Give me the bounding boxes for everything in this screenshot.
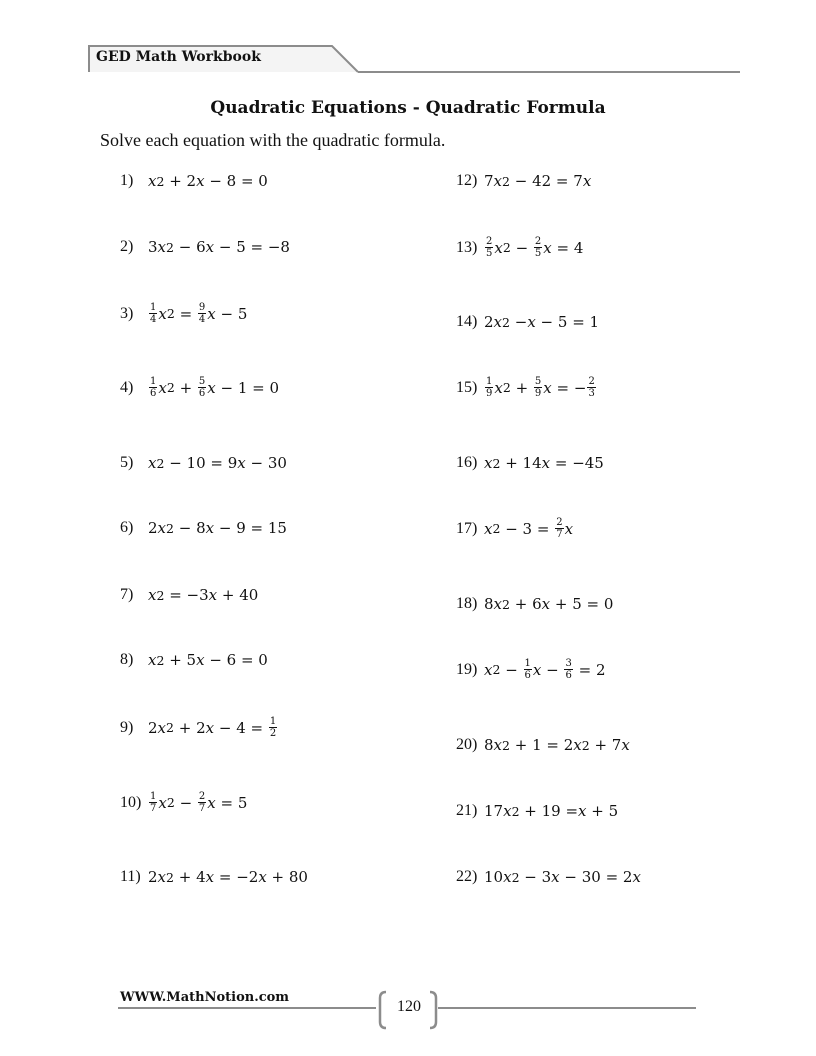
footer-divider-right [438, 1007, 696, 1009]
equation: 2 x 2 + 2 x − 4 = $\frac{1}{2}$ [148, 716, 277, 739]
problem-number: 11) [120, 868, 141, 885]
footer-divider-left [118, 1007, 376, 1009]
equation: 8 x 2 + 6 x + 5 = 0 [484, 595, 614, 613]
problem-11 [120, 868, 308, 886]
equation: x 2 = −3 x + 40 [148, 586, 259, 604]
problem-number: 2) [120, 238, 134, 255]
problem-19 [456, 658, 606, 681]
problem-2 [120, 238, 290, 256]
problem-number: 14) [456, 313, 478, 330]
problem-number: 21) [456, 802, 478, 819]
problem-7 [120, 586, 258, 604]
problem-13 [456, 236, 583, 259]
equation: x 2 − 10 = 9 x − 30 [148, 454, 287, 472]
problem-number: 19) [456, 660, 478, 678]
equation: $\frac{1}{7}$ x 2 − $\frac{2}{7}$ x = 5 [150, 791, 248, 814]
problem-21 [456, 802, 618, 820]
footer-website: WWW.MathNotion.com [120, 990, 290, 1005]
equation: 17 x 2 + 19 = x + 5 [484, 802, 619, 820]
equation: $\frac{1}{6}$ x 2 + $\frac{5}{6}$ x − 1 = 0 [150, 376, 280, 399]
problem-4 [120, 376, 279, 399]
problem-22 [456, 868, 641, 886]
page-number: 120 [397, 998, 421, 1015]
problem-14 [456, 313, 599, 331]
problem-10 [120, 791, 247, 814]
equation: $\frac{1}{9}$ x 2 + $\frac{5}{9}$ x = − $\frac{2}{3}$ [486, 376, 595, 399]
problem-12 [456, 172, 591, 190]
problem-number: 7) [120, 586, 134, 603]
equation: x 2 − 3 = $\frac{2}{7}$ x [484, 517, 574, 540]
equation: 8 x 2 + 1 = 2 x 2 + 7 x [484, 736, 630, 754]
equation: 7 x 2 − 42 = 7 x [484, 172, 592, 190]
problem-6 [120, 519, 287, 537]
problem-number: 17) [456, 519, 478, 537]
problem-20 [456, 736, 630, 754]
problem-3 [120, 302, 247, 325]
equation: $\frac{1}{4}$ x 2 = $\frac{9}{4}$ x − 5 [150, 302, 248, 325]
equation: x 2 − $\frac{1}{6}$ x − $\frac{3}{6}$ = 2 [484, 658, 606, 681]
page-title: Quadratic Equations - Quadratic Formula [210, 98, 606, 118]
header-title: GED Math Workbook [96, 49, 261, 65]
problem-number: 9) [120, 718, 134, 736]
equation: $\frac{2}{5}$ x 2 − $\frac{2}{5}$ x = 4 [486, 236, 584, 259]
problem-number: 20) [456, 736, 478, 753]
problem-number: 13) [456, 238, 478, 256]
problem-16 [456, 454, 604, 472]
problem-number: 16) [456, 454, 478, 471]
problem-number: 8) [120, 651, 134, 668]
equation: 2 x 2 − x − 5 = 1 [484, 313, 600, 331]
equation: 2 x 2 − 8 x − 9 = 15 [148, 519, 287, 537]
equation: 3 x 2 − 6 x − 5 = −8 [148, 238, 290, 256]
problem-number: 5) [120, 454, 134, 471]
problem-number: 3) [120, 304, 134, 322]
problem-number: 22) [456, 868, 478, 885]
instructions: Solve each equation with the quadratic formula. [100, 130, 446, 150]
problem-1 [120, 172, 268, 190]
problem-number: 4) [120, 378, 134, 396]
problem-8 [120, 651, 268, 669]
equation: x 2 + 5 x − 6 = 0 [148, 651, 268, 669]
problem-5 [120, 454, 287, 472]
equation: 2 x 2 + 4 x = −2 x + 80 [148, 868, 308, 886]
equation: 10 x 2 − 3 x − 30 = 2 x [484, 868, 641, 886]
problem-number: 18) [456, 595, 478, 612]
problem-18 [456, 595, 613, 613]
problem-number: 10) [120, 793, 142, 811]
problem-number: 15) [456, 378, 478, 396]
equation: x 2 + 14 x = −45 [484, 454, 604, 472]
problem-17 [456, 517, 573, 540]
problem-number: 1) [120, 172, 134, 189]
problem-number: 12) [456, 172, 478, 189]
problem-9 [120, 716, 278, 739]
problem-number: 6) [120, 519, 134, 536]
problem-15 [456, 376, 597, 399]
equation: x 2 + 2 x − 8 = 0 [148, 172, 268, 190]
